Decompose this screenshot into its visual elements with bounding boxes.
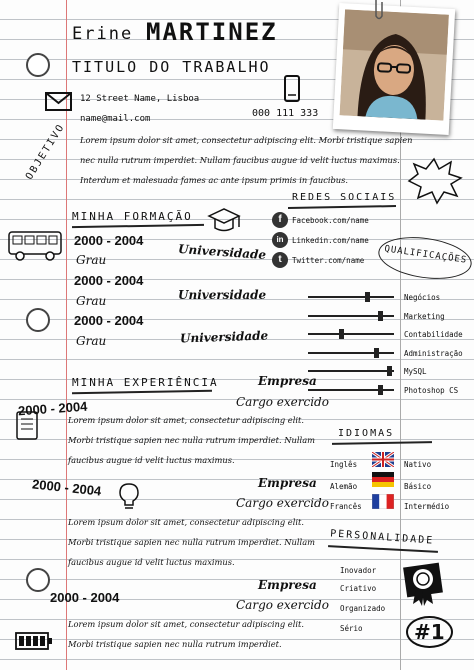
education-years: 2000 - 2004 bbox=[74, 313, 144, 328]
skill-level-marker bbox=[374, 348, 379, 358]
experience-line: Lorem ipsum dolor sit amet, consectetur adipiscing elit. bbox=[68, 415, 304, 425]
language-level: Intermédio bbox=[404, 502, 450, 511]
binder-hole bbox=[26, 568, 50, 592]
experience-title: MINHA EXPERIÊNCIA bbox=[72, 376, 219, 389]
personality-item: Organizado bbox=[340, 604, 386, 613]
underline bbox=[72, 224, 204, 228]
linkedin-icon[interactable]: in bbox=[272, 232, 288, 248]
language-name: Inglês bbox=[330, 460, 358, 469]
education-degree: Grau bbox=[76, 294, 107, 308]
personality-item: Sério bbox=[340, 624, 363, 633]
language-name: Francês bbox=[330, 502, 362, 511]
experience-line: faucibus augue id velit luctus maximus. bbox=[68, 557, 235, 567]
language-name: Alemão bbox=[330, 482, 358, 491]
experience-company: Empresa bbox=[258, 476, 317, 490]
objective-line: Lorem ipsum dolor sit amet, consectetur adipiscing elit. Morbi tristique sapien bbox=[80, 135, 413, 145]
objective-line: Interdum et malesuada fames ac ante ipsum primis in faucibus. bbox=[80, 175, 349, 185]
personality-item: Criativo bbox=[340, 584, 377, 593]
skill-bar bbox=[308, 370, 394, 372]
experience-line: faucibus augue id velit luctus maximus. bbox=[68, 455, 235, 465]
skill-bar bbox=[308, 333, 394, 335]
social-linkedin[interactable]: Linkedin.com/name bbox=[292, 236, 369, 245]
experience-years: 2000 - 2004 bbox=[31, 476, 103, 499]
email: name@mail.com bbox=[80, 114, 151, 124]
education-school: Universidade bbox=[177, 241, 267, 263]
skill-label: Negócios bbox=[404, 293, 441, 302]
skill-label: Marketing bbox=[404, 311, 445, 321]
skill-label: Administração bbox=[404, 348, 463, 358]
education-title: MINHA FORMAÇÃO bbox=[72, 210, 193, 223]
experience-line: Morbi tristique sapien nec nulla rutrum imperdiet. Nullam bbox=[68, 435, 316, 445]
experience-company: Empresa bbox=[258, 374, 317, 388]
facebook-icon[interactable]: f bbox=[272, 212, 288, 228]
language-level: Básico bbox=[404, 482, 432, 491]
social-facebook[interactable]: Facebook.com/name bbox=[292, 216, 369, 225]
language-level: Nativo bbox=[404, 460, 432, 469]
skill-level-marker bbox=[339, 329, 344, 339]
education-degree: Grau bbox=[76, 253, 107, 267]
skill-bar bbox=[308, 296, 394, 298]
job-title: TITULO DO TRABALHO bbox=[72, 58, 271, 76]
experience-text bbox=[68, 614, 304, 654]
education-years: 2000 - 2004 bbox=[74, 273, 144, 288]
lightbulb-icon bbox=[118, 482, 140, 510]
education-degree: Grau bbox=[76, 334, 107, 348]
photo-frame bbox=[333, 3, 455, 135]
skill-bar bbox=[308, 352, 394, 354]
binder-hole bbox=[26, 308, 50, 332]
address: 12 Street Name, Lisboa bbox=[80, 94, 200, 104]
underline bbox=[328, 545, 438, 553]
france-flag-icon bbox=[372, 494, 394, 509]
experience-text bbox=[68, 512, 315, 572]
objective-line: nec nulla rutrum imperdiet. Nullam faucibus augue id velit luctus maximus. bbox=[80, 155, 400, 165]
objective-title: OBJETIVO bbox=[24, 121, 68, 182]
speech-burst-icon bbox=[404, 156, 464, 206]
experience-years: 2000 - 2004 bbox=[50, 590, 120, 605]
uk-flag-icon bbox=[372, 452, 394, 467]
objective-text bbox=[80, 130, 413, 190]
experience-company: Empresa bbox=[258, 578, 317, 592]
education-school: Universidade bbox=[178, 288, 267, 302]
binder-hole bbox=[26, 53, 50, 77]
skill-label: Photoshop CS bbox=[404, 385, 459, 395]
experience-role: Cargo exercido bbox=[236, 496, 329, 510]
education-years: 2000 - 2004 bbox=[74, 233, 144, 248]
skill-label: Contabilidade bbox=[404, 330, 463, 339]
skill-label: MySQL bbox=[404, 367, 427, 376]
battery-icon bbox=[14, 630, 54, 652]
education-school: Universidade bbox=[179, 328, 269, 346]
bus-icon bbox=[6, 228, 64, 264]
social-twitter[interactable]: Twitter.com/name bbox=[292, 256, 365, 265]
experience-years: 2000 - 2004 bbox=[17, 398, 88, 419]
skill-level-marker bbox=[365, 292, 370, 302]
personality-title: PERSONALIDADE bbox=[329, 528, 435, 547]
languages-title: IDIOMAS bbox=[338, 428, 395, 439]
last-name: MARTINEZ bbox=[146, 18, 278, 46]
mail-icon bbox=[44, 90, 74, 114]
first-name: Erine bbox=[72, 24, 134, 44]
paperclip-icon bbox=[372, 0, 386, 22]
phone-icon bbox=[282, 74, 302, 104]
germany-flag-icon bbox=[372, 472, 394, 487]
skill-level-marker bbox=[378, 385, 383, 395]
skill-level-marker bbox=[387, 366, 392, 376]
profile-photo bbox=[340, 9, 449, 120]
experience-role: Cargo exercido bbox=[236, 395, 329, 409]
underline bbox=[72, 390, 212, 394]
twitter-icon[interactable]: t bbox=[272, 252, 288, 268]
underline bbox=[332, 441, 432, 445]
experience-role: Cargo exercido bbox=[236, 598, 329, 612]
skills-title: QUALIFICAÇÕES bbox=[383, 244, 468, 266]
skill-level-marker bbox=[378, 311, 383, 321]
experience-line: Lorem ipsum dolor sit amet, consectetur adipiscing elit. bbox=[68, 517, 304, 527]
experience-text bbox=[68, 410, 315, 470]
phone: 000 111 333 bbox=[252, 108, 319, 119]
experience-line: Lorem ipsum dolor sit amet, consectetur adipiscing elit. bbox=[68, 619, 304, 629]
social-title: REDES SOCIAIS bbox=[292, 192, 397, 203]
experience-line: Morbi tristique sapien nec nulla rutrum imperdiet. bbox=[68, 639, 282, 649]
number-one-badge: #1 bbox=[406, 616, 453, 648]
graduation-cap-icon bbox=[206, 204, 242, 234]
award-ribbon-icon bbox=[402, 562, 444, 608]
underline bbox=[288, 205, 396, 209]
personality-item: Inovador bbox=[340, 566, 377, 575]
experience-line: Morbi tristique sapien nec nulla rutrum imperdiet. Nullam bbox=[68, 537, 316, 547]
